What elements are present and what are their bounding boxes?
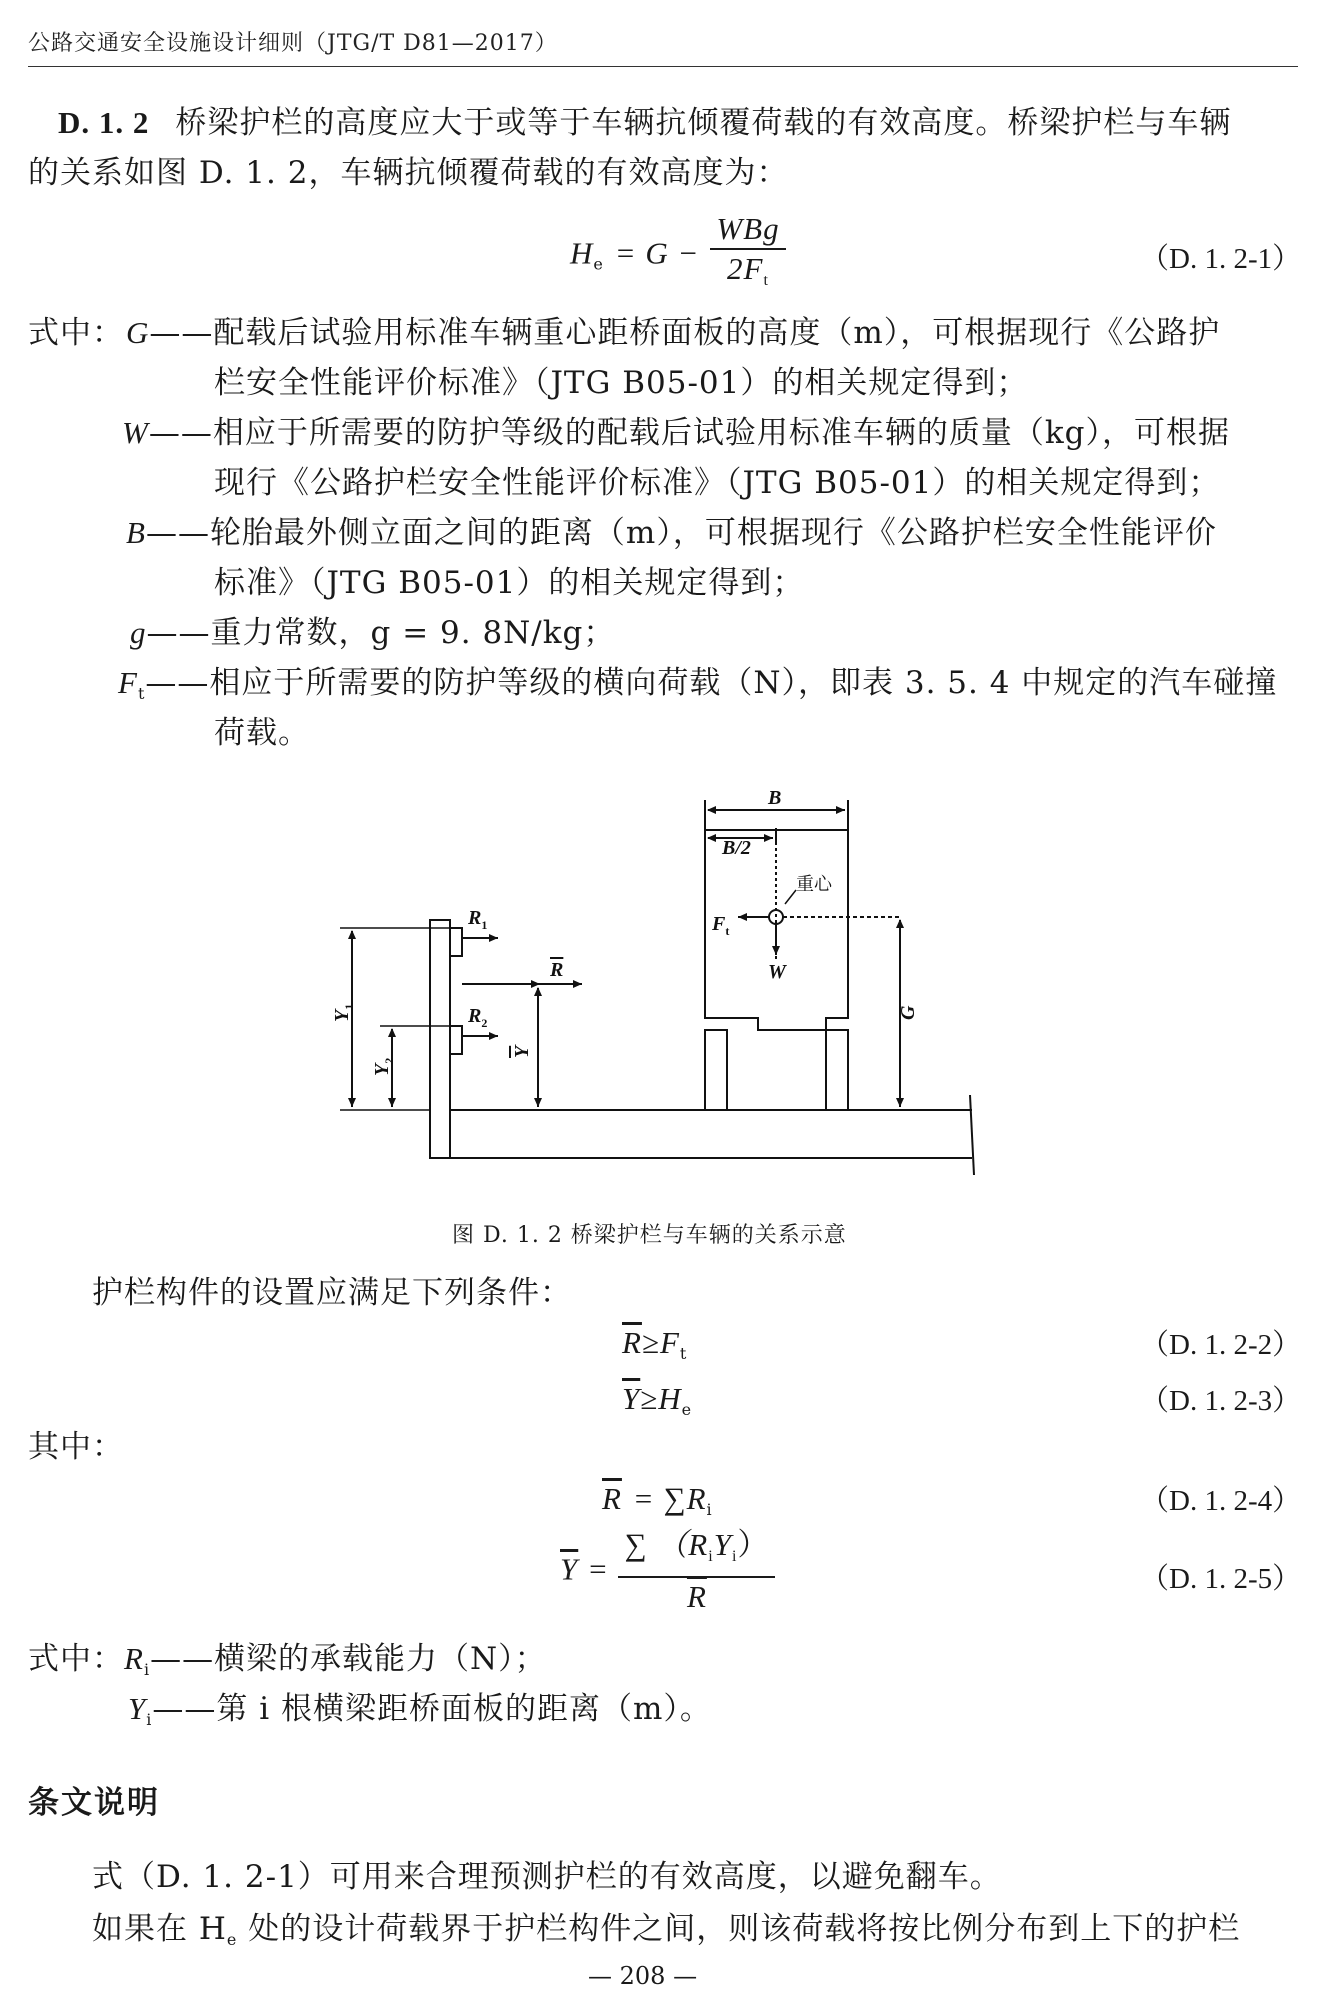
commentary-title: 条文说明 — [28, 1785, 160, 1820]
def-G-line1: G——配载后试验用标准车辆重心距桥面板的高度（m），可根据现行《公路护 — [126, 315, 1221, 351]
label-G: G — [897, 1005, 919, 1020]
among-label: 其中： — [28, 1429, 124, 1465]
def-Ft-line2: 荷载。 — [214, 715, 310, 751]
equation-1-fraction: $\frac{\text{WBg}}{2F_t}$ — [710, 210, 785, 300]
equation-1-number: （D. 1. 2-1） — [1140, 243, 1302, 275]
def-W-line2: 现行《公路护栏安全性能评价标准》（JTG B05-01）的相关规定得到； — [214, 465, 1221, 501]
def-Ft-line1: $F_t——$相应于所需要的防护等级的横向荷载（N），即表 3. 5. 4 中规定的汽车碰撞 — [118, 665, 1278, 703]
label-center-of-gravity: 重心 — [796, 874, 832, 895]
equation-5: $\overline{Y}$ = $\frac{\sum (R_iY_i)}{R}$ — [560, 1526, 775, 1616]
running-header: 公路交通安全设施设计细则（JTG/T D81—2017） — [28, 31, 558, 56]
commentary-line-1: 式（D. 1. 2-1）可用来合理预测护栏的有效高度，以避免翻车。 — [92, 1859, 1002, 1895]
rail-beam-1 — [450, 928, 462, 956]
equation-3: $\overline{Y}\ge H_e$ — [622, 1381, 693, 1419]
guardrail-post — [430, 920, 450, 1158]
equation-4-number: （D. 1. 2-4） — [1140, 1485, 1302, 1517]
label-Y-bar: Y — [511, 1045, 533, 1058]
commentary-line-2: 如果在 $H_e$ 处的设计荷载界于护栏构件之间，则该荷载将按比例分布到上下的护栏 — [92, 1911, 1241, 1949]
section-line-1: 桥梁护栏的高度应大于或等于车辆抗倾覆荷载的有效高度。桥梁护栏与车辆 — [175, 105, 1232, 141]
equation-2-number: （D. 1. 2-2） — [1140, 1329, 1302, 1361]
def-W-line1: W——相应于所需要的防护等级的配载后试验用标准车辆的质量（kg），可根据 — [122, 415, 1230, 451]
label-R2: $R_2$ — [468, 1005, 488, 1030]
def-B-line2: 标准》（JTG B05-01）的相关规定得到； — [214, 565, 805, 601]
equation-3-number: （D. 1. 2-3） — [1140, 1385, 1302, 1417]
page-number: — 208 — — [588, 1962, 698, 1990]
section-paragraph — [28, 98, 1308, 198]
header-rule — [28, 66, 1298, 67]
label-B-half: B/2 — [722, 837, 751, 859]
guardrail-vehicle-diagram — [331, 780, 1000, 1200]
section-number: D. 1. 2 — [58, 105, 150, 140]
left-wheel — [705, 1030, 727, 1110]
label-Ft: $F_t$ — [712, 913, 730, 938]
equation-2: $\overline{R}\ge F_t$ — [622, 1325, 688, 1363]
equation-4: $\overline{R} = \sum R_i$ — [602, 1481, 713, 1519]
rail-beam-2 — [450, 1026, 462, 1054]
equation-5-number: （D. 1. 2-5） — [1140, 1563, 1302, 1595]
figure-caption: 图 D. 1. 2 桥梁护栏与车辆的关系示意 — [452, 1223, 847, 1248]
right-wheel — [826, 1030, 848, 1110]
equation-1: $H_e = G$ − $\frac{\text{WBg}}{2F_t}$ — [570, 210, 786, 300]
def-Yi: $Y_i——$第 i 根横梁距桥面板的距离（m）。 — [128, 1691, 712, 1729]
conditions-intro: 护栏构件的设置应满足下列条件： — [92, 1275, 572, 1311]
label-R1: $R_1$ — [468, 907, 488, 932]
deck-break-line — [970, 1095, 974, 1175]
section-line-2: 的关系如图 D. 1. 2，车辆抗倾覆荷载的有效高度为： — [28, 155, 789, 191]
label-Y2: $Y_2$ — [371, 1057, 396, 1076]
def-g-line1: g——重力常数，g = 9. 8N/kg； — [130, 615, 616, 651]
where-label: 式中： — [28, 315, 124, 351]
def-Ri: 式中：$R_i——$横梁的承载能力（N）； — [28, 1641, 547, 1679]
label-B: B — [768, 787, 782, 809]
label-Y1: $Y_1$ — [331, 1003, 356, 1022]
def-B-line1: B——轮胎最外侧立面之间的距离（m），可根据现行《公路护栏安全性能评价 — [126, 515, 1217, 551]
def-G-line2: 栏安全性能评价标准》（JTG B05-01）的相关规定得到； — [214, 365, 1029, 401]
label-R-bar: R — [550, 959, 564, 981]
label-W: W — [768, 961, 786, 983]
